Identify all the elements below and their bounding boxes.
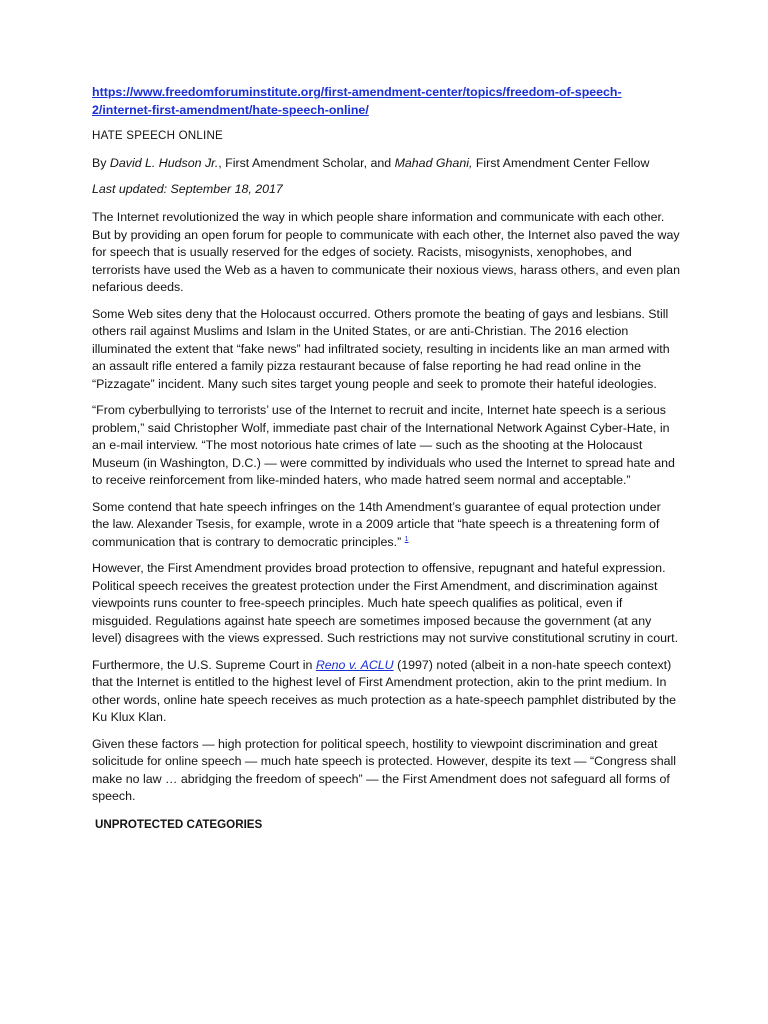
- source-url-line-1[interactable]: https://www.freedomforuminstitute.org/first-amendment-center/topics/freedom-of-speech-: [92, 85, 622, 99]
- paragraph-4: [92, 499, 680, 552]
- case-link-reno-v-aclu[interactable]: Reno v. ACLU: [315, 657, 394, 672]
- paragraph-6: [92, 657, 680, 727]
- paragraph-1: The Internet revolutionized the way in which people share information and communicate with each other. But by providing an open forum for people to communicate with each other, the Internet also paved the way for speech that is usually reserved for the edges of society. Racists, misogynists, xenophobes, and terrorists have used the Web as a haven to communicate their noxious views, harass others, and even plan nefarious deeds.: [92, 209, 680, 295]
- paragraph-2: Some Web sites deny that the Holocaust occurred. Others promote the beating of gays and lesbians. Still others rail against Muslims and Islam in the United States, or are anti-Christian. The 2016 election illuminated the extent that “fake news” had infiltrated society, resulting in incidents like an man armed with an assault rifle entered a family pizza restaurant because of false reporting he had read online in the “Pizzagate” incident. Many such sites target young people and seek to promote their hateful ideologies.: [92, 306, 670, 391]
- paragraph-7: Given these factors — high protection for political speech, hostility to viewpoint discrimination and great solicitude for online speech — much hate speech is protected. However, despite its text — “Congress shall make no law … abridging the freedom of speech” — the First Amendment does not safeguard all forms of speech.: [92, 736, 677, 804]
- source-url-link[interactable]: [92, 84, 680, 119]
- article-title: HATE SPEECH ONLINE: [92, 129, 223, 143]
- footnote-link[interactable]: 1: [404, 535, 409, 543]
- byline: [92, 155, 680, 173]
- paragraph-5: However, the First Amendment provides broad protection to offensive, repugnant and hateful expression. Political speech receives the greatest protection under the First Amendment, and discrimination against viewpoints runs counter to free-speech principles. Much hate speech qualifies as political, even if misguided. Regulations against hate speech are sometimes imposed because the government (at any level) disagrees with the views expressed. Such restrictions may not survive constitutional scrutiny in court.: [92, 561, 679, 646]
- paragraph-4-text: Some contend that hate speech infringes on the 14th Amendment’s guarantee of equal protection under the law. Alexander Tsesis, for example, wrote in a 2009 article that “hate speech is a threatening form of communication that is contrary to democratic principles.”: [92, 499, 661, 549]
- paragraph-3: “From cyberbullying to terrorists’ use of the Internet to recruit and incite, Internet hate speech is a serious problem,” said Christopher Wolf, immediate past chair of the International Network Against Cyber-Hate, in an e-mail interview. “The most notorious hate crimes of late — such as the shooting at the Holocaust Museum (in Washington, D.C.) — were committed by individuals who used the Internet to spread hate and to receive reinforcement from like-minded haters, who made hatred seem normal and acceptable.”: [92, 403, 675, 488]
- document-page: [92, 84, 680, 834]
- author-2-role: First Amendment Center Fellow: [472, 155, 650, 170]
- paragraph-6-after: (1997) noted (albeit in a non-hate speech context) that the Internet is entitled to the highest level of First Amendment protection, akin to the print medium. In other words, online hate speech receives as much protection as a hate-speech pamphlet distributed by the Ku Klux Klan.: [92, 657, 677, 725]
- source-url-line-2[interactable]: 2/internet-first-amendment/hate-speech-online/: [92, 102, 369, 117]
- byline-by: By: [92, 155, 110, 170]
- author-2: Mahad Ghani,: [394, 155, 473, 170]
- last-updated: Last updated: September 18, 2017: [92, 182, 283, 197]
- paragraph-6-before: Furthermore, the U.S. Supreme Court in: [92, 657, 316, 672]
- author-1-role: , First Amendment Scholar, and: [218, 155, 395, 170]
- section-heading: UNPROTECTED CATEGORIES: [95, 817, 263, 831]
- author-1: David L. Hudson Jr.: [109, 155, 219, 170]
